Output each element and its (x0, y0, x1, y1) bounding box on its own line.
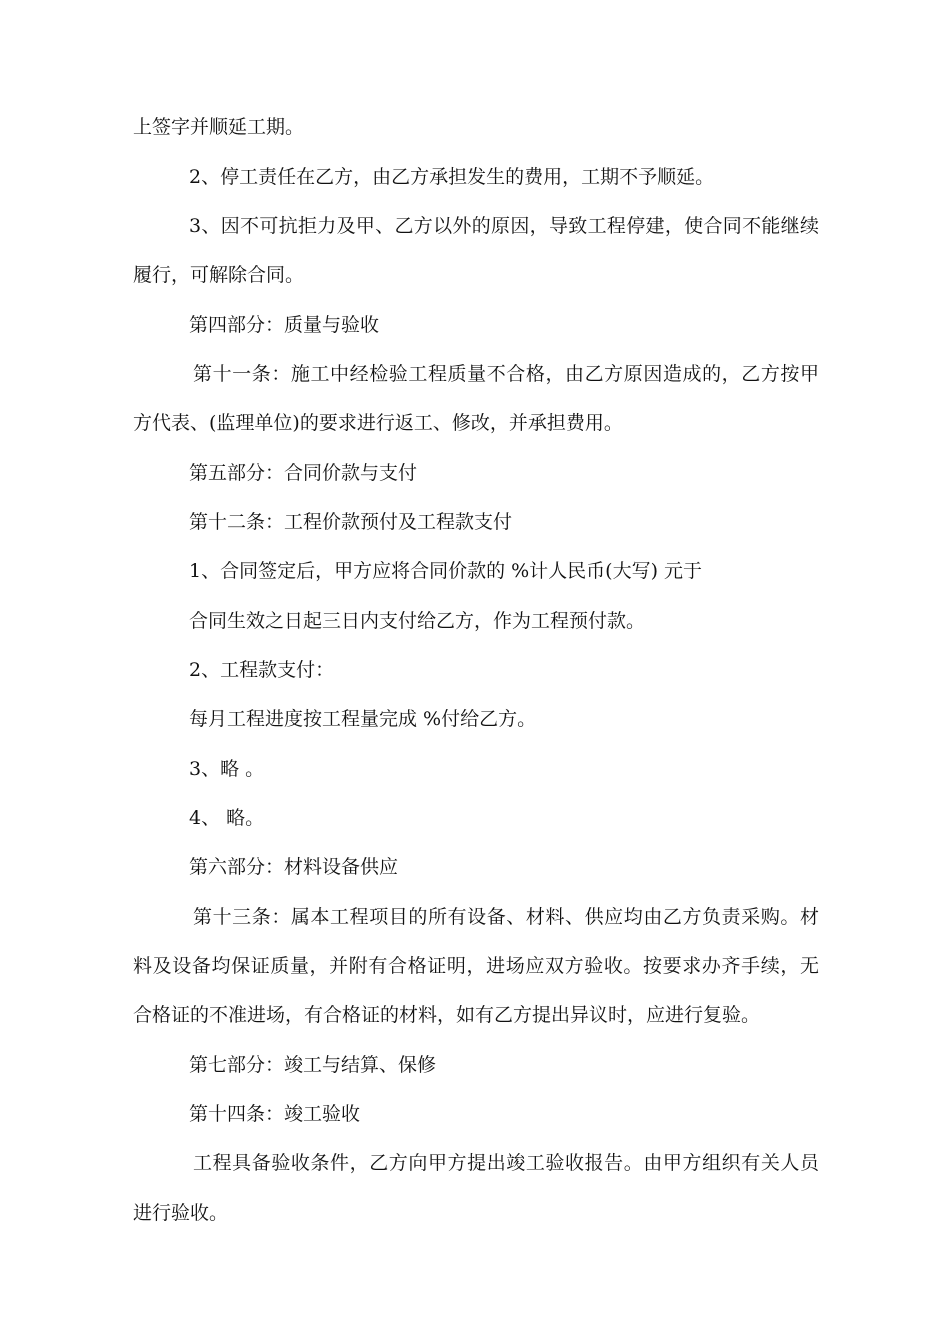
paragraph-line: 3、略 。 (189, 758, 265, 780)
paragraph-line: 1、合同签定后，甲方应将合同价款的 %计人民币(大写) 元于 (189, 560, 703, 582)
article-heading: 第十二条：工程价款预付及工程款支付 (189, 511, 513, 533)
section-heading: 第七部分：竣工与结算、保修 (189, 1054, 437, 1076)
paragraph-line: 3、因不可抗拒力及甲、乙方以外的原因，导致工程停建，使合同不能继续 (189, 215, 819, 237)
paragraph-line: 方代表、(监理单位)的要求进行返工、修改，并承担费用。 (133, 412, 623, 434)
paragraph-line: 每月工程进度按工程量完成 %付给乙方。 (189, 708, 537, 730)
paragraph-line: 上签字并顺延工期。 (133, 116, 305, 138)
paragraph-line: 第十一条：施工中经检验工程质量不合格，由乙方原因造成的，乙方按甲 (193, 363, 819, 385)
paragraph-line: 合格证的不准进场，有合格证的材料，如有乙方提出异议时，应进行复验。 (133, 1004, 761, 1026)
paragraph-line: 2、工程款支付： (189, 659, 335, 681)
paragraph-line: 第十三条：属本工程项目的所有设备、材料、供应均由乙方负责采购。材 (193, 906, 819, 928)
paragraph-line: 工程具备验收条件，乙方向甲方提出竣工验收报告。由甲方组织有关人员 (193, 1152, 819, 1174)
paragraph-line: 料及设备均保证质量，并附有合格证明，进场应双方验收。按要求办齐手续，无 (133, 955, 819, 977)
section-heading: 第四部分：质量与验收 (189, 314, 380, 336)
paragraph-line: 合同生效之日起三日内支付给乙方，作为工程预付款。 (189, 610, 646, 632)
article-heading: 第十四条：竣工验收 (189, 1103, 361, 1125)
paragraph-line: 4、 略。 (189, 807, 265, 829)
section-heading: 第六部分：材料设备供应 (189, 856, 399, 878)
paragraph-line: 进行验收。 (133, 1202, 229, 1224)
paragraph-line: 履行，可解除合同。 (133, 264, 305, 286)
section-heading: 第五部分：合同价款与支付 (189, 462, 418, 484)
paragraph-line: 2、停工责任在乙方，由乙方承担发生的费用，工期不予顺延。 (189, 166, 715, 188)
